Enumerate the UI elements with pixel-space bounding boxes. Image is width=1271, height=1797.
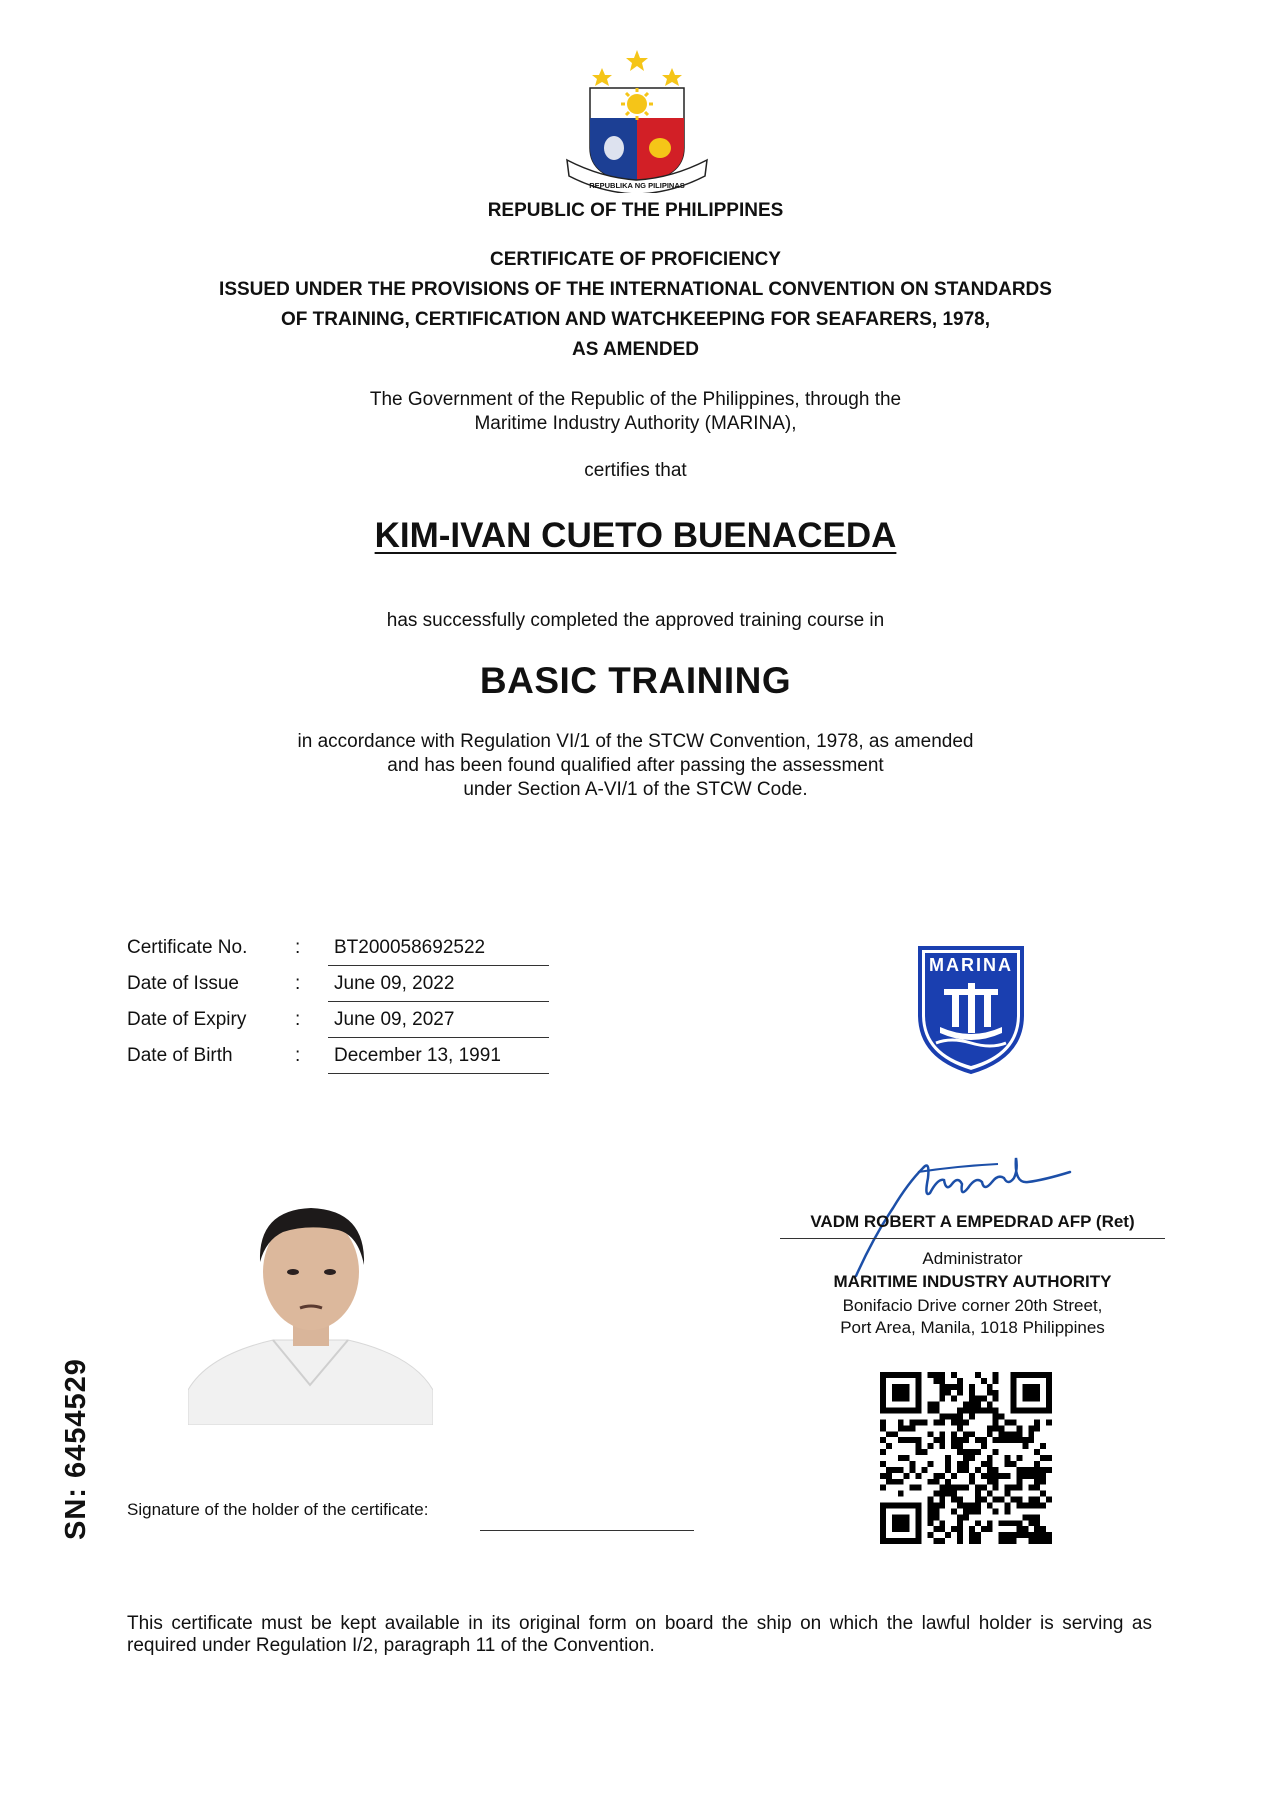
government-line: Maritime Industry Authority (MARINA), [474, 413, 797, 434]
course-title: BASIC TRAINING [479, 660, 792, 701]
philippine-seal-icon [562, 48, 712, 193]
date-of-expiry-row [127, 1009, 547, 1043]
regulation-line: and has been found qualified after passing the assessment [387, 755, 884, 776]
serial-number: SN: 6454529 [60, 1358, 92, 1540]
holder-name [0, 516, 1271, 556]
certificate-number-value: BT200058692522 [328, 937, 549, 966]
detail-colon: : [295, 937, 301, 958]
administrator-signature-line [780, 1238, 1165, 1239]
detail-label: Certificate No. [127, 937, 248, 958]
footnote: This certificate must be kept available in its original form on board the ship on which the lawful holder is serving as required under Regulation I/2, paragraph 11 of the Convention. [127, 1613, 1152, 1656]
certificate-title-line: ISSUED UNDER THE PROVISIONS OF THE INTERNATIONAL CONVENTION ON STANDARDS [219, 279, 1052, 300]
certifies-text: certifies that [584, 460, 687, 481]
date-of-birth-value: December 13, 1991 [328, 1045, 549, 1074]
seal-motto: REPUBLIKA NG PILIPINAS [589, 181, 685, 190]
detail-colon: : [295, 973, 301, 994]
holder-photo [188, 1180, 433, 1425]
holder-name-text: KIM-IVAN CUETO BUENACEDA [374, 516, 897, 555]
detail-label: Date of Birth [127, 1045, 233, 1066]
administrator-organization: MARITIME INDUSTRY AUTHORITY [833, 1272, 1112, 1291]
date-of-expiry-value: June 09, 2027 [328, 1009, 549, 1038]
government-statement [0, 388, 1271, 436]
certificate-number-row [127, 937, 547, 971]
detail-colon: : [295, 1009, 301, 1030]
address-line-1: Bonifacio Drive corner 20th Street, [842, 1296, 1103, 1315]
certificate-title-block [0, 245, 1271, 365]
detail-label: Date of Expiry [127, 1009, 247, 1030]
regulation-statement [0, 730, 1271, 802]
country-heading: REPUBLIC OF THE PHILIPPINES [487, 200, 784, 221]
detail-label: Date of Issue [127, 973, 239, 994]
administrator-title: Administrator [922, 1249, 1023, 1268]
completion-text: has successfully completed the approved training course in [386, 610, 885, 631]
administrator-name: VADM ROBERT A EMPEDRAD AFP (Ret) [810, 1212, 1135, 1231]
regulation-line: in accordance with Regulation VI/1 of the STCW Convention, 1978, as amended [297, 731, 974, 752]
date-of-issue-value: June 09, 2022 [328, 973, 549, 1002]
holder-signature-label: Signature of the holder of the certificate: [127, 1500, 429, 1519]
detail-colon: : [295, 1045, 301, 1066]
date-of-issue-row [127, 973, 547, 1007]
marina-logo-icon [916, 945, 1026, 1075]
date-of-birth-row [127, 1045, 547, 1079]
government-line: The Government of the Republic of the Philippines, through the [369, 389, 902, 410]
certificate-title-line: AS AMENDED [571, 339, 700, 360]
holder-signature-line [480, 1530, 694, 1531]
address-line-2: Port Area, Manila, 1018 Philippines [840, 1318, 1105, 1337]
regulation-line: under Section A-VI/1 of the STCW Code. [463, 779, 808, 800]
marina-logo-text: MARINA [929, 955, 1013, 975]
certificate-title-line: OF TRAINING, CERTIFICATION AND WATCHKEEPING FOR SEAFARERS, 1978, [280, 309, 991, 330]
qr-code-icon [880, 1372, 1052, 1544]
certificate-title-line: CERTIFICATE OF PROFICIENCY [490, 249, 781, 270]
